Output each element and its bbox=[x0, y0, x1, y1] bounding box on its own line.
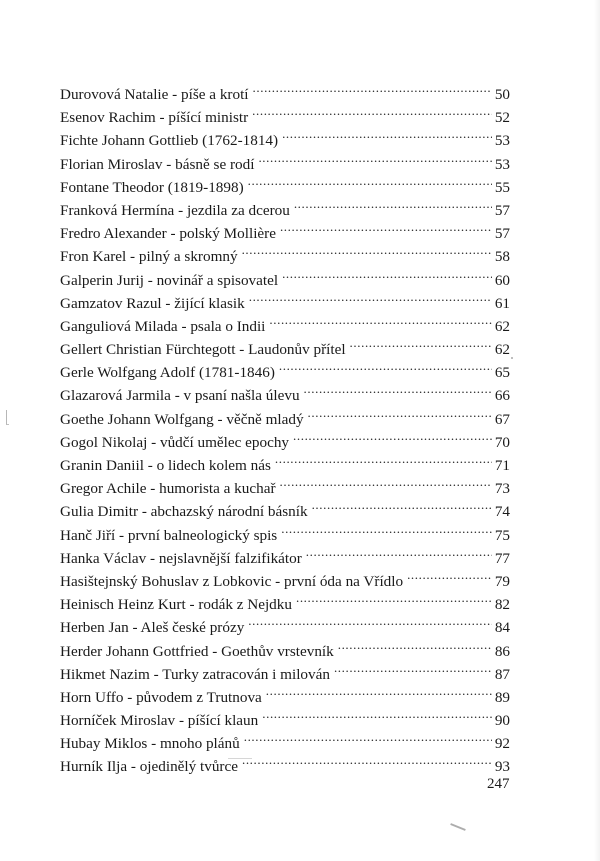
toc-entry-page: 50 bbox=[494, 86, 510, 103]
dot-leader bbox=[258, 146, 492, 169]
dot-leader bbox=[293, 424, 492, 447]
toc-entry-title: Gregor Achile - humorista a kuchař bbox=[60, 480, 276, 498]
dot-leader bbox=[262, 702, 492, 725]
toc-entry-page: 84 bbox=[494, 619, 510, 637]
toc-entry-page: 53 bbox=[494, 132, 510, 150]
toc-entry-title: Gerle Wolfgang Adolf (1781-1846) bbox=[60, 364, 275, 382]
toc-entry-page: 53 bbox=[494, 155, 510, 173]
dot-leader bbox=[269, 308, 492, 331]
toc-entry-title: Ganguliová Milada - psala o Indii bbox=[60, 317, 266, 335]
toc-entry-title: Fredro Alexander - polský Mollière bbox=[60, 225, 276, 243]
toc-entry-title: Hanka Václav - nejslavnější falzifikátor bbox=[60, 549, 302, 567]
toc-entry-title: Goethe Johann Wolfgang - věčně mladý bbox=[60, 410, 304, 428]
toc-entry-title: Heinisch Heinz Kurt - rodák z Nejdku bbox=[60, 596, 292, 614]
dot-leader bbox=[350, 331, 492, 354]
dot-leader bbox=[279, 354, 492, 377]
toc-entry-page: 67 bbox=[494, 410, 510, 428]
toc-entry-title: Gamzatov Razul - žijící klasik bbox=[60, 294, 245, 312]
dot-leader bbox=[280, 470, 492, 493]
toc-entry-title: Glazarová Jarmila - v psaní našla úlevu bbox=[60, 387, 300, 405]
dot-leader bbox=[281, 517, 492, 540]
toc-entry-page: 65 bbox=[494, 364, 510, 382]
toc-entry-page: 58 bbox=[494, 248, 510, 266]
dot-leader bbox=[282, 122, 492, 145]
dot-leader bbox=[248, 609, 492, 632]
page-number: 247 bbox=[487, 776, 510, 792]
dot-leader bbox=[252, 99, 492, 122]
toc-entry-page: 82 bbox=[494, 596, 510, 614]
toc-entry-title: Durovová Natalie - píše a krotí bbox=[60, 86, 249, 103]
toc-entry-page: 73 bbox=[494, 480, 510, 498]
dot-leader bbox=[304, 377, 492, 400]
toc-entry-title: Hanč Jiří - první balneologický spis bbox=[60, 526, 278, 544]
toc-entry-title: Fontane Theodor (1819-1898) bbox=[60, 178, 244, 196]
toc-entry-page: 57 bbox=[494, 201, 510, 219]
dot-leader bbox=[244, 725, 492, 748]
toc-entry-page: 75 bbox=[494, 526, 510, 544]
toc-entry-page: 79 bbox=[494, 572, 510, 590]
dot-leader bbox=[248, 169, 492, 192]
toc-entry-title: Gogol Nikolaj - vůdčí umělec epochy bbox=[60, 433, 290, 451]
dot-leader bbox=[338, 633, 492, 656]
dot-leader bbox=[312, 493, 492, 516]
toc-entry-title: Horn Uffo - původem z Trutnova bbox=[60, 688, 262, 706]
toc-entry-page: 71 bbox=[494, 457, 510, 474]
toc-entry-title: Hurník Ilja - ojedinělý tvůrce bbox=[60, 758, 238, 776]
toc-entry-title: Franková Hermína - jezdila za dcerou bbox=[60, 201, 290, 219]
dot-leader bbox=[242, 748, 492, 771]
toc-entry-title: Florian Miroslav - básně se rodí bbox=[60, 155, 255, 173]
toc-entry-page: 92 bbox=[494, 735, 510, 753]
toc-entry-title: Herben Jan - Aleš české prózy bbox=[60, 619, 245, 637]
scan-speck bbox=[511, 357, 513, 359]
dot-leader bbox=[266, 679, 492, 702]
dot-leader bbox=[296, 586, 492, 609]
toc-entry-title: Hasištejnský Bohuslav z Lobkovic - první óda na Vřídlo bbox=[60, 572, 404, 590]
toc-entry-page: 62 bbox=[494, 317, 510, 335]
toc-entry-page: 55 bbox=[494, 178, 510, 196]
toc-entry-page: 70 bbox=[494, 433, 510, 451]
toc-entry-page: 93 bbox=[494, 758, 510, 776]
toc-entry-page: 52 bbox=[494, 109, 510, 127]
toc-entry-page: 61 bbox=[494, 294, 510, 312]
toc-entry-page: 66 bbox=[494, 387, 510, 405]
toc-entry-page: 77 bbox=[494, 549, 510, 567]
scan-smudge bbox=[450, 823, 466, 831]
toc-entry-title: Fron Karel - pilný a skromný bbox=[60, 248, 238, 266]
toc-entry-title: Horníček Miroslav - píšící klaun bbox=[60, 712, 259, 730]
toc-entry-page: 57 bbox=[494, 225, 510, 243]
dot-leader bbox=[334, 656, 492, 679]
dot-leader bbox=[407, 563, 492, 586]
table-of-contents bbox=[60, 76, 510, 776]
dot-leader bbox=[308, 401, 492, 424]
toc-entry-title: Galperin Jurij - novinář a spisovatel bbox=[60, 271, 279, 289]
dot-leader bbox=[280, 215, 492, 238]
dot-leader bbox=[275, 447, 492, 470]
toc-entry bbox=[60, 76, 510, 103]
toc-entry-page: 87 bbox=[494, 665, 510, 683]
dot-leader bbox=[242, 238, 492, 261]
dot-leader bbox=[253, 76, 492, 99]
toc-entry-title: Fichte Johann Gottlieb (1762-1814) bbox=[60, 132, 279, 150]
toc-entry-page: 86 bbox=[494, 642, 510, 660]
dot-leader bbox=[282, 262, 492, 285]
toc-entry-page: 74 bbox=[494, 503, 510, 521]
dot-leader bbox=[294, 192, 492, 215]
toc-entry-title: Hubay Miklos - mnoho plánů bbox=[60, 735, 240, 753]
dot-leader bbox=[306, 540, 492, 563]
toc-entry-title: Esenov Rachim - píšící ministr bbox=[60, 109, 249, 127]
toc-entry-title: Gellert Christian Fürchtegott - Laudonův přítel bbox=[60, 341, 346, 359]
page-edge bbox=[594, 0, 600, 861]
toc-entry-title: Herder Johann Gottfried - Goethův vrstevník bbox=[60, 642, 334, 660]
toc-entry-page: 90 bbox=[494, 712, 510, 730]
toc-entry-page: 62 bbox=[494, 341, 510, 359]
toc-entry-title: Hikmet Nazim - Turky zatracován i milován bbox=[60, 665, 330, 683]
dot-leader bbox=[249, 285, 492, 308]
toc-entry-title: Granin Daniil - o lidech kolem nás bbox=[60, 457, 271, 474]
scan-mark bbox=[6, 410, 9, 425]
toc-entry-page: 60 bbox=[494, 271, 510, 289]
toc-entry-page: 89 bbox=[494, 688, 510, 706]
toc-entry-title: Gulia Dimitr - abchazský národní básník bbox=[60, 503, 308, 521]
